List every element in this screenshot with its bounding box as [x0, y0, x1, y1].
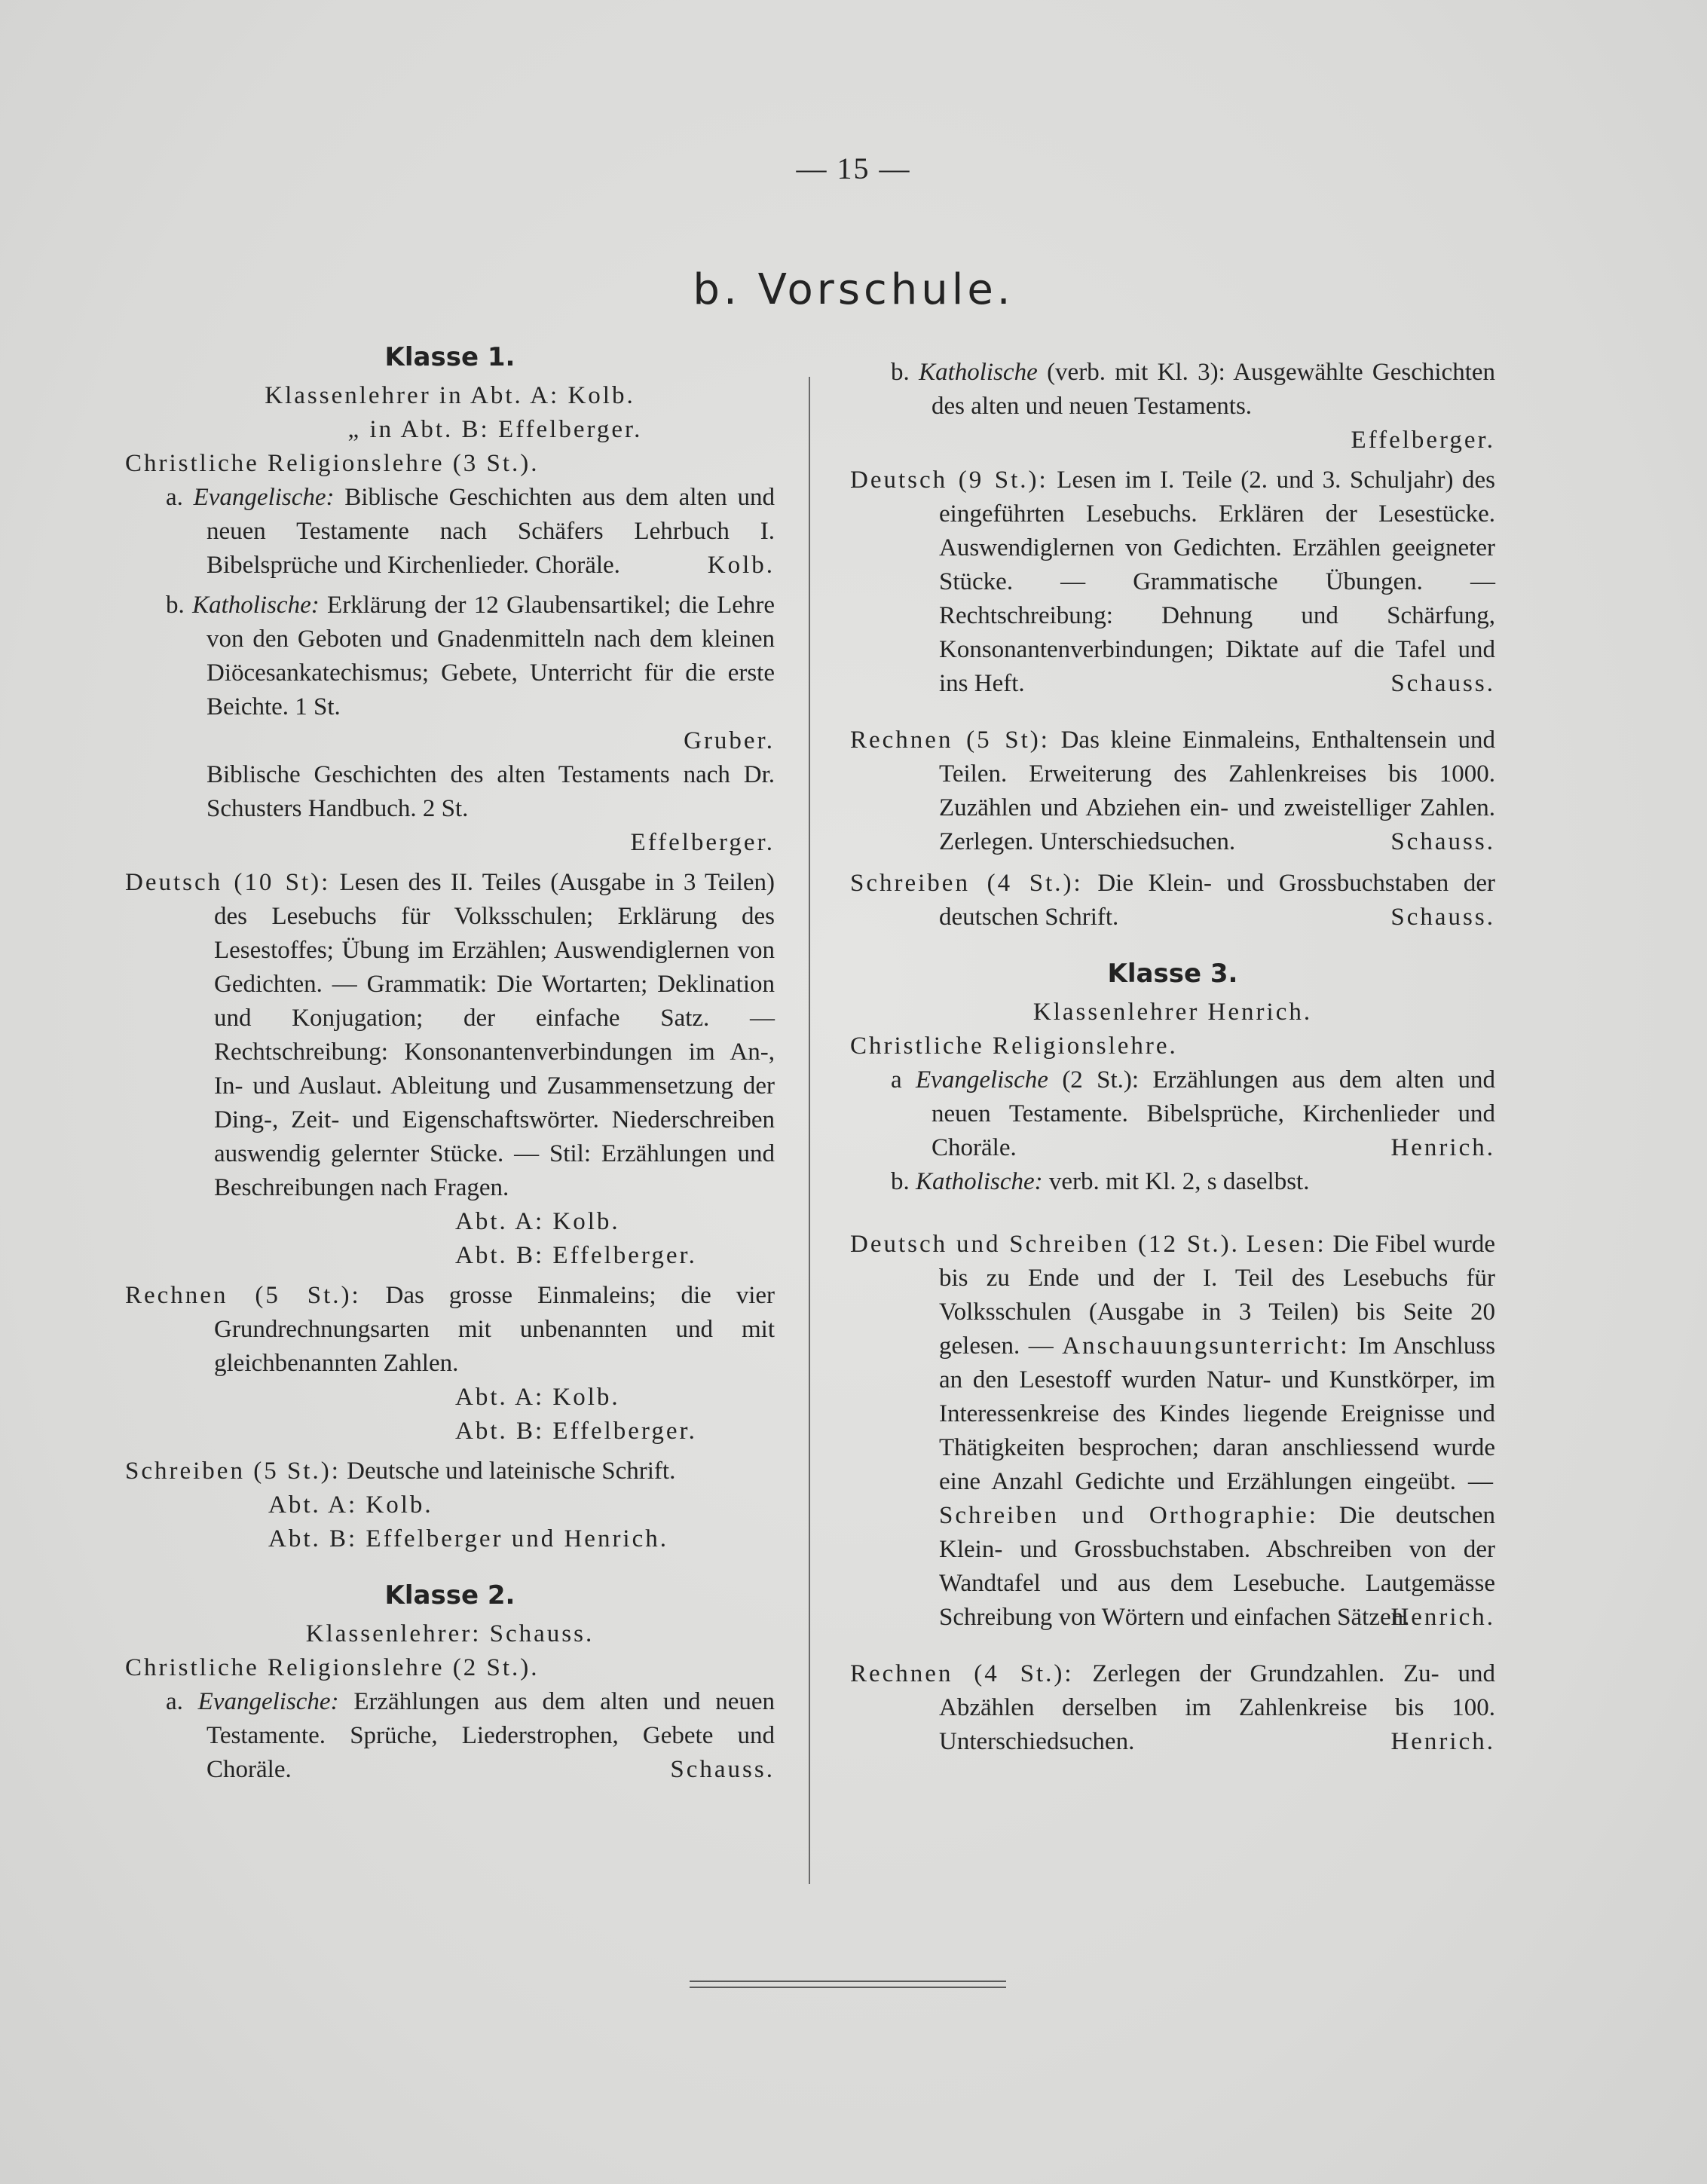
footer-rule-top [690, 1981, 1006, 1982]
k1-deutsch: Deutsch (10 St): Lesen des II. Teiles (Ausgabe in 3 Teilen) des Lesebuchs für Volksschulen; Erklärung des Lesestoffes; Übung im Erzählen; Auswendiglernen von Gedichten. — Grammatik: Die Wortarten; Deklination und Konjugation; der einfache Satz. — Rechtschreibung: Konsonantenverbindungen im An-, In- und Auslaut. Ableitung und Zusammensetzung der Ding-, Zeit- und Eigenschaftswörter. Niederschreiben auswendig gelernter Stücke. — Stil: Erzählungen und Beschreibungen nach Fragen. [125, 869, 775, 1201]
column-divider [809, 377, 810, 1884]
k2-teacher: Klassenlehrer: Schauss. [305, 1620, 595, 1647]
k1-schreiben: Schreiben (5 St.): Deutsche und lateinische Schrift. [125, 1458, 676, 1485]
k1-rel-b-teacher-2: Effelberger. [630, 829, 775, 856]
left-column [125, 341, 775, 1787]
k3-rechnen-teacher: Henrich. [1390, 1728, 1495, 1755]
k1-religion-heading: Christliche Religionslehre (3 St.). [125, 450, 540, 477]
k1-teacher-a: Klassenlehrer in Abt. A: Kolb. [265, 382, 635, 409]
klasse-2-heading: Klasse 2. [384, 1580, 515, 1610]
k2-religion-b: b. Katholische (verb. mit Kl. 3): Ausgewählte Geschichten des alten und neuen Testaments. [891, 359, 1496, 420]
k2-schreiben: Schreiben (4 St.): Die Klein- und Grossbuchstaben der deutschen Schrift. Schauss. [850, 867, 1495, 934]
k3-religion-heading: Christliche Religionslehre. [850, 1032, 1178, 1060]
k1-deutsch-abt-a: Abt. A: Kolb. [455, 1208, 620, 1235]
footer-rule-bottom [690, 1987, 1006, 1988]
k3-religion-a: a Evangelische (2 St.): Erzählungen aus dem alten und neuen Testamente. Bibelsprüche, Kirchenlieder und Choräle. Henrich. [850, 1063, 1495, 1165]
klasse-1-heading: Klasse 1. [384, 342, 515, 372]
page-number: — 15 — [796, 151, 911, 185]
k1-schreiben-abt-b: Abt. B: Effelberger und Henrich. [268, 1525, 668, 1552]
k2-rel-b-teacher: Effelberger. [1351, 427, 1495, 454]
k1-rechnen: Rechnen (5 St.): Das grosse Einmaleins; die vier Grundrechnungsarten mit unbenannten und mit gleichbenannten Zahlen. [125, 1282, 775, 1377]
k1-deutsch-abt-b: Abt. B: Effelberger. [455, 1242, 697, 1269]
k3-teacher: Klassenlehrer Henrich. [1032, 999, 1313, 1026]
k2-deutsch-teacher: Schauss. [1390, 670, 1495, 697]
klasse-3-heading: Klasse 3. [1107, 959, 1238, 989]
k2-rechnen-teacher: Schauss. [1390, 828, 1495, 855]
k2-deutsch: Deutsch (9 St.): Lesen im I. Teile (2. und 3. Schuljahr) des eingeführten Lesebuchs. Erklären der Lesestücke. Auswendiglernen von Gedichten. Erzählen geeigneter Stücke. — Grammatische Übungen. — Rechtschreibung: Dehnung und Schärfung, Konsonantenverbindungen; Diktate auf die Tafel und ins Heft. Schauss. [850, 463, 1495, 701]
k3-rechnen: Rechnen (4 St.): Zerlegen der Grundzahlen. Zu- und Abzählen derselben im Zahlenkreise bis 100. Unterschiedsuchen. Henrich. [850, 1657, 1495, 1759]
k1-rel-a-teacher: Kolb. [707, 552, 775, 579]
k1-rel-b-teacher: Gruber. [684, 727, 775, 754]
page-title: b. Vorschule. [693, 265, 1014, 314]
k2-religion-a: a. Evangelische: Erzählungen aus dem alten und neuen Testamente. Sprüche, Liederstrophen, Gebete und Choräle. Schauss. [125, 1685, 775, 1787]
k1-religion-b-2: Biblische Geschichten des alten Testaments nach Dr. Schusters Handbuch. 2 St. [206, 761, 775, 822]
k2-schreiben-teacher: Schauss. [1390, 904, 1495, 931]
k2-rechnen: Rechnen (5 St): Das kleine Einmaleins, Enthaltensein und Teilen. Erweiterung des Zahlenkreises bis 1000. Zuzählen und Abziehen ein- und zweistelliger Zahlen. Zerlegen. Unterschiedsuchen. Schauss. [850, 723, 1495, 859]
k3-rel-a-teacher: Henrich. [1390, 1134, 1495, 1161]
k2-religion-heading: Christliche Religionslehre (2 St.). [125, 1654, 540, 1681]
k2-rel-a-teacher: Schauss. [670, 1756, 775, 1783]
k3-deutsch-teacher: Henrich. [1390, 1604, 1495, 1631]
k1-schreiben-abt-a: Abt. A: Kolb. [268, 1491, 433, 1519]
right-column [850, 341, 1495, 1759]
k1-religion-a: a. Evangelische: Biblische Geschichten aus dem alten und neuen Testamente nach Schäfers Lehrbuch I. Bibelsprüche und Kirchenlieder. Choräle. Kolb. [125, 481, 775, 583]
k3-religion-b: b. Katholische: verb. mit Kl. 2, s daselbst. [891, 1168, 1310, 1195]
k1-rechnen-abt-a: Abt. A: Kolb. [455, 1384, 620, 1411]
k3-deutsch: Deutsch und Schreiben (12 St.). Lesen: Die Fibel wurde bis zu Ende und der I. Teil des Lesebuchs für Volksschulen (Ausgabe in 3 Teilen) bis Seite 20 gelesen. — Anschauungsunterricht: Im Anschluss an den Lesestoff wurden Natur- und Kunstkörper, im Interessenkreise des Kindes liegende Ereignisse und Thätigkeiten besprochen; daran anschliessend wurde eine Anzahl Gedichte und Erzählungen eingeübt. — Schreiben und Orthographie: Die deutschen Klein- und Grossbuchstaben. Abschreiben von der Wandtafel und aus dem Lesebuche. Lautgemässe Schreibung von Wörtern und einfachen Sätzen. Henrich. [850, 1228, 1495, 1635]
k1-religion-b: b. Katholische: Erklärung der 12 Glaubensartikel; die Lehre von den Geboten und Gnadenmitteln nach dem kleinen Diöcesankatechismus; Gebete, Unterricht für die erste Beichte. 1 St. [166, 592, 775, 720]
k1-rechnen-abt-b: Abt. B: Effelberger. [455, 1418, 697, 1445]
k1-teacher-b: „ in Abt. B: Effelberger. [347, 416, 643, 443]
